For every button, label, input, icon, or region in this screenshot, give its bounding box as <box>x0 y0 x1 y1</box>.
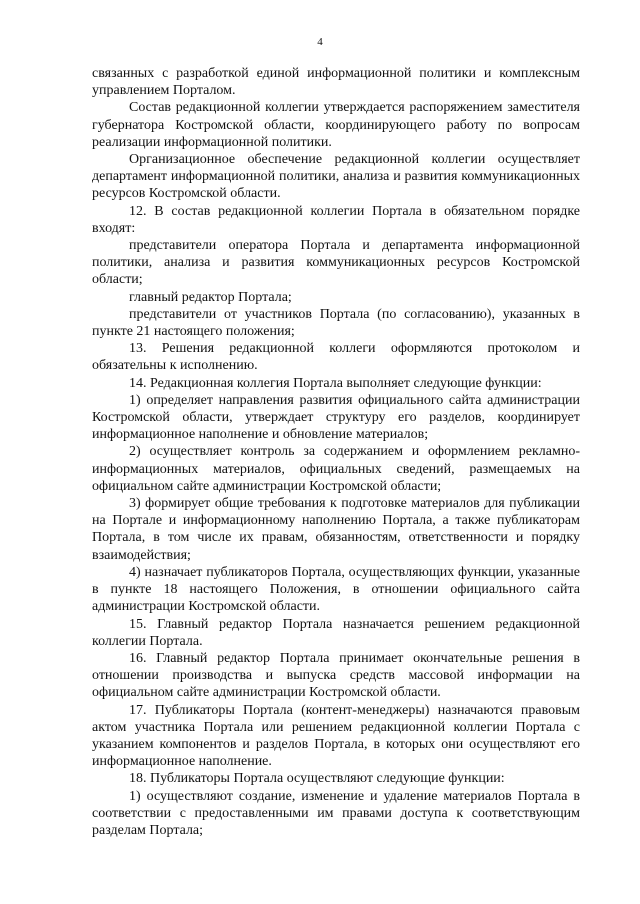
document-body <box>92 65 580 839</box>
paragraph: 15. Главный редактор Портала назначается решением редакционной коллегии Портала. <box>92 616 580 649</box>
paragraph: 4) назначает публикаторов Портала, осуществляющих функции, указанные в пункте 18 настоящего Положения, в отношении официального сайта администрации Костромской области. <box>92 564 580 615</box>
paragraph: Организационное обеспечение редакционной коллегии осуществляет департамент информационной политики, анализа и развития коммуникационных ресурсов Костромской области. <box>92 152 580 202</box>
page-number: 4 <box>317 36 323 48</box>
paragraph: 13. Решения редакционной коллеги оформляются протоколом и обязательны к исполнению. <box>92 341 580 374</box>
paragraph: 1) определяет направления развития официального сайта администрации Костромской области, утверждает структуру его разделов, координирует информационное наполнение и обновление материалов; <box>92 392 580 443</box>
paragraph: главный редактор Портала; <box>129 289 292 305</box>
paragraph: Состав редакционной коллегии утверждается распоряжением заместителя губернатора Костромской области, координирующего работу по вопросам реализации информационной политики. <box>92 100 580 150</box>
paragraph: 3) формирует общие требования к подготовке материалов для публикации на Портале и информационному наполнению Портала, а также публикаторам Портала, в том числе их правам, обязанностям, ответственности и порядку взаимодействия; <box>92 496 580 563</box>
paragraph: 18. Публикаторы Портала осуществляют следующие функции: <box>129 771 505 787</box>
paragraph: представители от участников Портала (по согласованию), указанных в пункте 21 настоящего положения; <box>92 306 580 340</box>
paragraph: 17. Публикаторы Портала (контент-менеджеры) назначаются правовым актом участника Портала или решением редакционной коллегии Портала с указанием компонентов и разделов Портала, в которых они осуществляют его информационное наполнение. <box>92 702 580 770</box>
paragraph: 16. Главный редактор Портала принимает окончательные решения в отношении производства и выпуска средств массовой информации на официальном сайте администрации Костромской области. <box>92 650 580 701</box>
paragraph: 12. В состав редакционной коллегии Портала в обязательном порядке входят: <box>92 203 580 236</box>
paragraph: связанных с разработкой единой информационной политики и комплексным управлением Порталом. <box>92 66 580 99</box>
paragraph: 1) осуществляют создание, изменение и удаление материалов Портала в соответствии с предоставленными им правами доступа к соответствующим разделам Портала; <box>92 788 580 838</box>
paragraph: представители оператора Портала и департамента информационной политики, анализа и развития коммуникационных ресурсов Костромской области; <box>92 238 580 288</box>
paragraph: 14. Редакционная коллегия Портала выполняет следующие функции: <box>129 375 542 391</box>
paragraph: 2) осуществляет контроль за содержанием и оформлением рекламно-информационных материалов, официальных сведений, размещаемых на официальном сайте администрации Костромской области; <box>92 444 580 494</box>
